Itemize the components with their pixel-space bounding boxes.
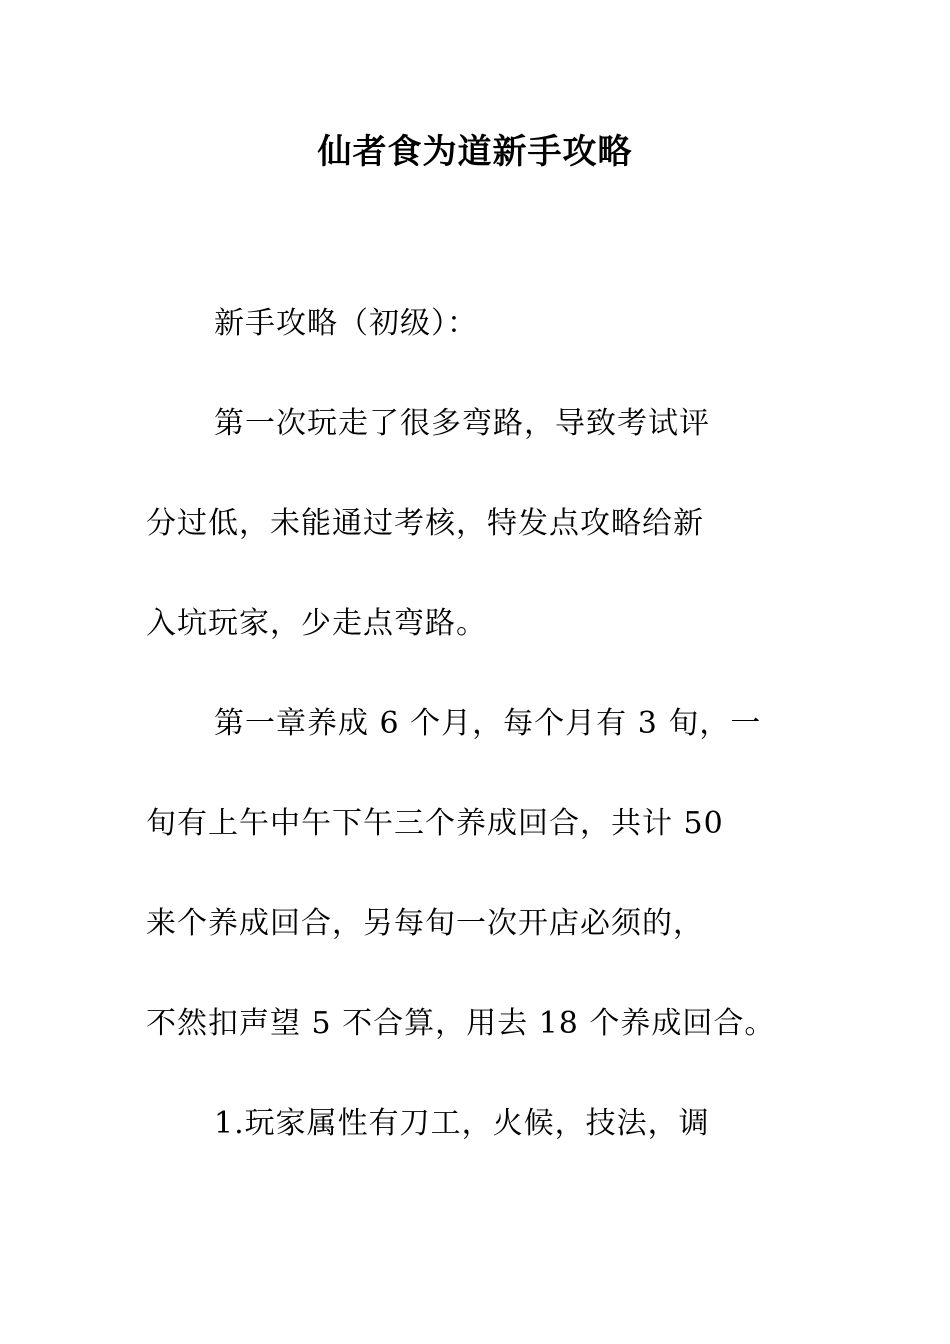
paragraph-line: 分过低，未能通过考核，特发点攻略给新 (146, 506, 704, 541)
paragraph-line: 1.玩家属性有刀工，火候，技法，调 (214, 1106, 710, 1141)
paragraph-line: 来个养成回合，另每旬一次开店必须的， (146, 906, 704, 941)
section-heading: 新手攻略（初级）： (214, 306, 478, 341)
document-title: 仙者食为道新手攻略 (317, 132, 633, 172)
paragraph-line: 入坑玩家，少走点弯路。 (146, 606, 487, 641)
paragraph-line: 第一次玩走了很多弯路，导致考试评 (214, 406, 710, 441)
paragraph-line: 旬有上午中午下午三个养成回合，共计 50 (146, 806, 724, 841)
paragraph-line: 不然扣声望 5 不合算，用去 18 个养成回合。 (146, 1006, 776, 1041)
paragraph-line: 第一章养成 6 个月，每个月有 3 旬，一 (214, 706, 762, 741)
